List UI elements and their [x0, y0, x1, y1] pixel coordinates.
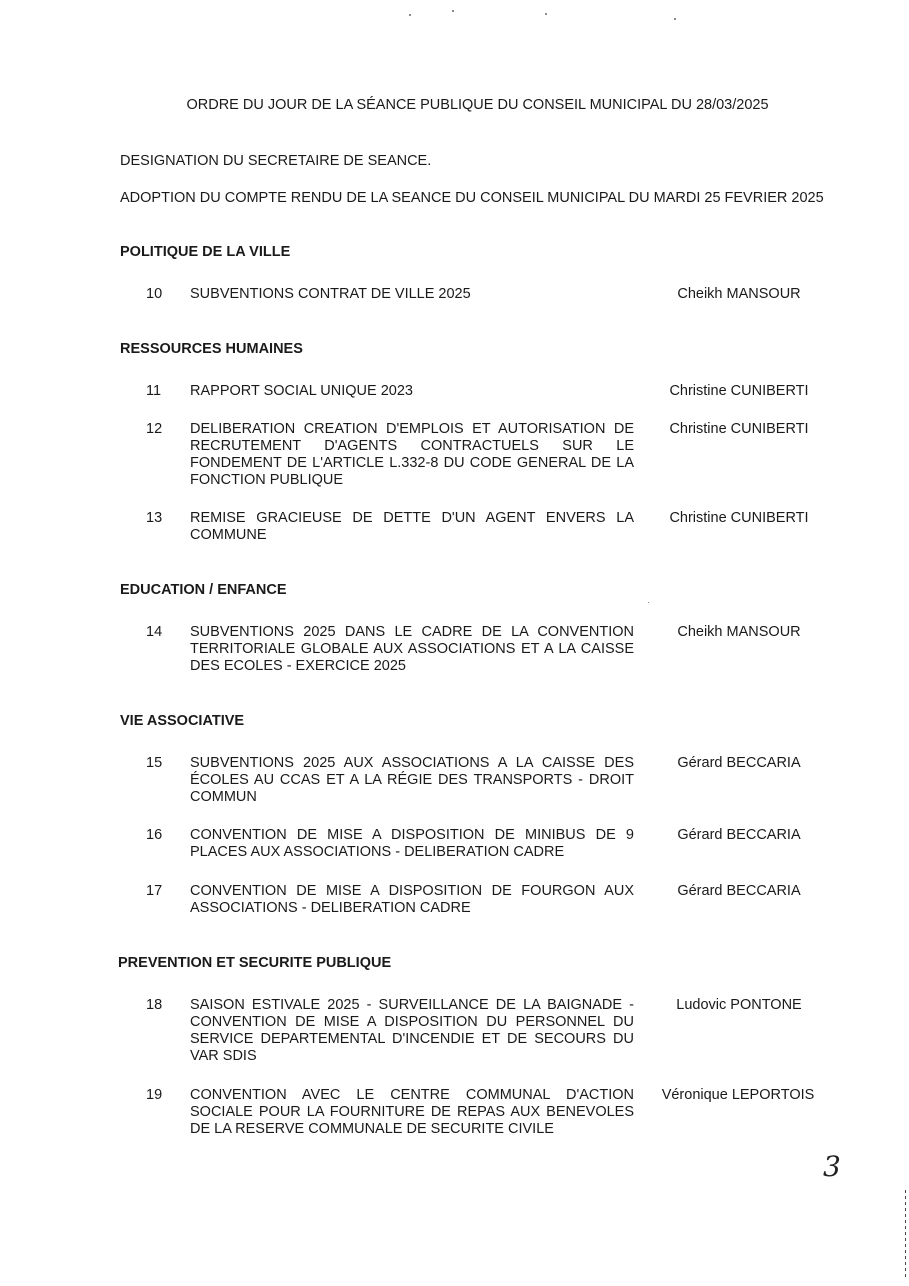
- item-title-line: COMMUN: [190, 789, 257, 805]
- item-title: [190, 755, 634, 806]
- item-title-line: SUBVENTIONS 2025 DANS LE CADRE DE LA CONVENTION: [190, 624, 634, 640]
- intro-secretary-designation: DESIGNATION DU SECRETAIRE DE SEANCE.: [120, 153, 432, 169]
- item-number: 17: [146, 883, 163, 899]
- item-rapporteur: Cheikh MANSOUR: [677, 624, 801, 640]
- item-number: 15: [146, 755, 163, 771]
- item-title-line: ÉCOLES AU CCAS ET A LA RÉGIE DES TRANSPORTS - DROIT: [190, 772, 634, 788]
- section-heading-prevention-securite: PREVENTION ET SECURITE PUBLIQUE: [118, 955, 392, 971]
- item-title-line: FONCTION PUBLIQUE: [190, 472, 344, 488]
- item-title-line: CONVENTION DE MISE A DISPOSITION DE FOURGON AUX: [190, 883, 634, 899]
- item-title-line: SERVICE DEPARTEMENTAL D'INCENDIE ET DE SECOURS DU: [190, 1031, 634, 1047]
- item-number: 14: [146, 624, 163, 640]
- item-title: [190, 510, 634, 544]
- item-number: 13: [146, 510, 163, 526]
- item-title-line: SOCIALE POUR LA FOURNITURE DE REPAS AUX BENEVOLES: [190, 1104, 634, 1120]
- item-rapporteur: Christine CUNIBERTI: [669, 510, 809, 526]
- page-number: 3: [823, 1150, 841, 1183]
- section-heading-vie-associative: VIE ASSOCIATIVE: [120, 713, 245, 729]
- item-number: 11: [146, 383, 162, 399]
- item-number: 10: [146, 286, 163, 302]
- item-number: 16: [146, 827, 163, 843]
- scan-speck: [409, 14, 411, 16]
- item-title-line: SAISON ESTIVALE 2025 - SURVEILLANCE DE LA BAIGNADE -: [190, 997, 634, 1013]
- item-title-line: SUBVENTIONS CONTRAT DE VILLE 2025: [190, 286, 471, 302]
- item-title-line: VAR SDIS: [190, 1048, 257, 1064]
- section-heading-politique-ville: POLITIQUE DE LA VILLE: [120, 244, 291, 260]
- item-title: [190, 827, 634, 861]
- item-title-line: COMMUNE: [190, 527, 267, 543]
- scan-edge-line: [905, 1190, 906, 1280]
- item-title-line: DE LA RESERVE COMMUNALE DE SECURITE CIVILE: [190, 1121, 554, 1137]
- item-title-line: TERRITORIALE GLOBALE AUX ASSOCIATIONS ET A LA CAISSE: [190, 641, 634, 657]
- item-rapporteur: Véronique LEPORTOIS: [661, 1087, 815, 1103]
- item-title: [190, 1087, 634, 1138]
- item-title: [190, 997, 634, 1065]
- item-number: 12: [146, 421, 163, 437]
- intro-minutes-adoption: ADOPTION DU COMPTE RENDU DE LA SEANCE DU CONSEIL MUNICIPAL DU MARDI 25 FEVRIER 2025: [120, 190, 824, 206]
- item-rapporteur: Christine CUNIBERTI: [669, 383, 809, 399]
- section-heading-education-enfance: EDUCATION / ENFANCE: [120, 582, 287, 598]
- item-title-line: DELIBERATION CREATION D'EMPLOIS ET AUTORISATION DE: [190, 421, 634, 437]
- scan-speck: [648, 602, 649, 603]
- item-title-line: RECRUTEMENT D'AGENTS CONTRACTUELS SUR LE: [190, 438, 634, 454]
- scan-speck: [452, 10, 454, 12]
- item-title: [190, 286, 634, 303]
- item-title-line: SUBVENTIONS 2025 AUX ASSOCIATIONS A LA CAISSE DES: [190, 755, 634, 771]
- item-title: [190, 624, 634, 675]
- item-title-line: CONVENTION AVEC LE CENTRE COMMUNAL D'ACTION: [190, 1087, 634, 1103]
- item-rapporteur: Christine CUNIBERTI: [669, 421, 809, 437]
- scan-speck: [545, 13, 547, 15]
- item-rapporteur: Gérard BECCARIA: [677, 827, 801, 843]
- item-rapporteur: Ludovic PONTONE: [676, 997, 802, 1013]
- item-rapporteur: Gérard BECCARIA: [677, 883, 801, 899]
- item-rapporteur: Gérard BECCARIA: [677, 755, 801, 771]
- item-title-line: PLACES AUX ASSOCIATIONS - DELIBERATION CADRE: [190, 844, 565, 860]
- item-title-line: FONDEMENT DE L'ARTICLE L.332-8 DU CODE GENERAL DE LA: [190, 455, 634, 471]
- item-title-line: CONVENTION DE MISE A DISPOSITION DU PERSONNEL DU: [190, 1014, 634, 1030]
- item-title-line: RAPPORT SOCIAL UNIQUE 2023: [190, 383, 413, 399]
- page-title: ORDRE DU JOUR DE LA SÉANCE PUBLIQUE DU CONSEIL MUNICIPAL DU 28/03/2025: [186, 97, 769, 113]
- scan-speck: [674, 18, 676, 20]
- section-heading-ressources-humaines: RESSOURCES HUMAINES: [120, 341, 303, 357]
- item-title: [190, 883, 634, 917]
- item-title-line: CONVENTION DE MISE A DISPOSITION DE MINIBUS DE 9: [190, 827, 634, 843]
- item-title: [190, 383, 634, 400]
- item-number: 19: [146, 1087, 163, 1103]
- item-title: [190, 421, 634, 489]
- item-title-line: ASSOCIATIONS - DELIBERATION CADRE: [190, 900, 471, 916]
- item-number: 18: [146, 997, 163, 1013]
- item-rapporteur: Cheikh MANSOUR: [677, 286, 801, 302]
- item-title-line: REMISE GRACIEUSE DE DETTE D'UN AGENT ENVERS LA: [190, 510, 634, 526]
- item-title-line: DES ECOLES - EXERCICE 2025: [190, 658, 406, 674]
